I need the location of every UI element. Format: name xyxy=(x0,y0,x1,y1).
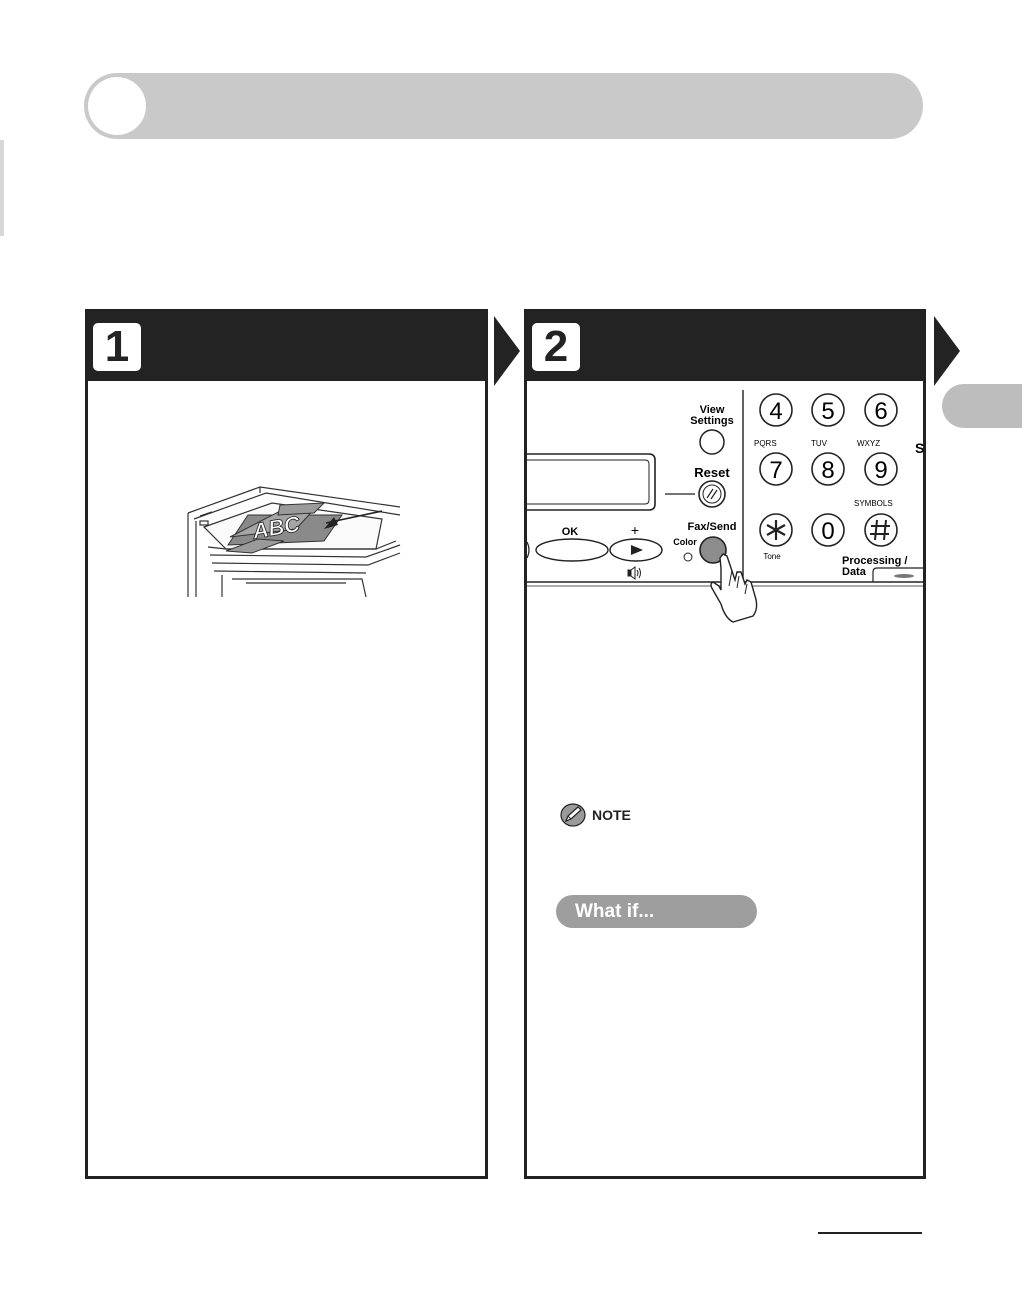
step-2-number: 2 xyxy=(543,322,569,371)
step-2-arrow-icon xyxy=(934,316,960,386)
fax-send-label: Fax/Send xyxy=(687,521,737,533)
key-6-label: 6 xyxy=(874,398,888,425)
reset-label: Reset xyxy=(694,465,730,480)
chapter-side-tab xyxy=(942,384,1022,428)
symbols-label: SYMBOLS xyxy=(854,499,893,508)
key-hash-button[interactable] xyxy=(865,514,897,546)
section-title-bar xyxy=(84,73,923,139)
plus-label: + xyxy=(630,522,640,538)
partial-edge-letter: S xyxy=(915,440,925,456)
color-label: Color xyxy=(673,537,697,547)
key-4-label: 4 xyxy=(769,398,783,425)
key-0-label: 0 xyxy=(821,518,835,545)
letters-tuv: TUV xyxy=(811,439,827,448)
step-1-number-badge xyxy=(93,323,141,371)
view-settings-button[interactable] xyxy=(700,430,724,454)
color-indicator-lamp xyxy=(684,553,692,561)
document-feeder-illustration xyxy=(186,485,402,600)
step-1-header xyxy=(88,312,485,381)
ok-label: OK xyxy=(561,526,579,538)
what-if-heading: What if... xyxy=(556,895,757,928)
processing-label-line1: Processing / xyxy=(842,555,908,567)
view-settings-label-line1: View xyxy=(699,404,725,416)
control-panel-illustration xyxy=(527,390,923,618)
key-7-label: 7 xyxy=(769,457,783,484)
step-2-header xyxy=(527,312,923,381)
page-edge-mark xyxy=(0,140,4,236)
note-heading xyxy=(560,803,631,827)
ok-button[interactable] xyxy=(536,539,608,561)
key-5-label: 5 xyxy=(821,398,835,425)
lcd-display xyxy=(527,454,655,510)
pointing-hand-icon xyxy=(711,554,757,622)
tone-label: Tone xyxy=(763,552,781,561)
step-1-box xyxy=(85,309,488,1179)
processing-label-line2: Data xyxy=(842,566,866,578)
key-8-label: 8 xyxy=(821,457,835,484)
key-9-label: 9 xyxy=(874,457,888,484)
pencil-icon xyxy=(560,803,587,827)
view-settings-label-line2: Settings xyxy=(690,415,734,427)
step-2-number-badge xyxy=(532,323,580,371)
step-1-number: 1 xyxy=(104,322,130,371)
note-label: NOTE xyxy=(592,807,631,823)
section-title-circle xyxy=(88,77,146,135)
letters-wxyz: WXYZ xyxy=(857,439,881,448)
letters-pqrs: PQRS xyxy=(754,439,777,448)
speaker-volume-icon xyxy=(628,567,641,579)
page-number-rule xyxy=(818,1232,922,1234)
document-text-abc: ABC xyxy=(250,511,302,544)
step-1-arrow-icon xyxy=(494,316,520,386)
